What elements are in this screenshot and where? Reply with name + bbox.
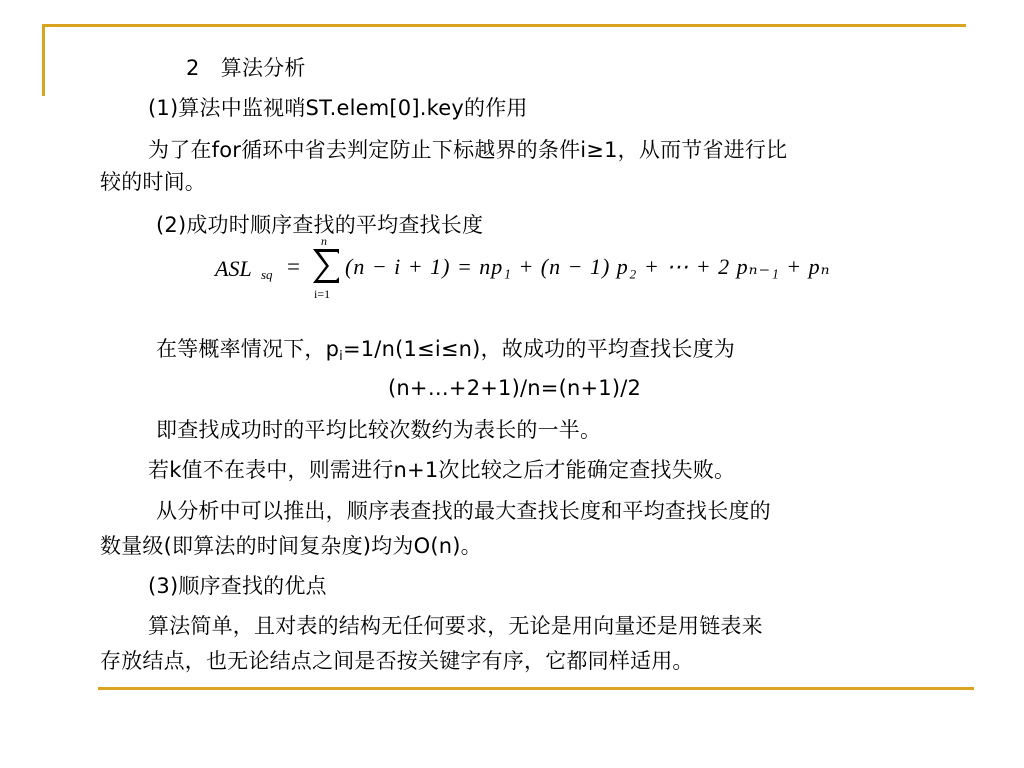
probability-subscript: i [339,349,343,364]
conclusion-line2: 数量级(即算法的时间复杂度)均为O(n)。 [100,534,482,558]
item3-heading: (3)顺序查找的优点 [148,574,327,598]
item1-body-line2: 较的时间。 [100,170,206,194]
conclusion-line1: 从分析中可以推出，顺序表查找的最大查找长度和平均查找长度的 [156,499,771,523]
item1-body-line1: 为了在for循环中省去判定防止下标越界的条件i≥1，从而节省进行比 [148,138,788,162]
item3-body-line2: 存放结点，也无论结点之间是否按关键字有序，它都同样适用。 [100,649,694,673]
result-expression: (n+…+2+1)/n=(n+1)/2 [388,376,642,400]
formula-rhs: (n − i + 1) = np₁ + (n − 1) p₂ + ⋯ + 2 pₙ₋₁ + pₙ [345,254,831,279]
formula-sum-upper: n [321,234,327,248]
formula-lhs: ASL [215,256,252,281]
probability-text-after: =1/n(1≤i≤n)，故成功的平均查找长度为 [342,337,735,361]
not-found-note: 若k值不在表中，则需进行n+1次比较之后才能确定查找失败。 [148,458,736,482]
left-accent-rule [42,24,45,96]
formula-equals: = [287,254,300,279]
asl-formula [215,234,835,304]
item1-heading: (1)算法中监视哨ST.elem[0].key的作用 [148,96,528,120]
bottom-accent-rule [98,687,974,690]
section-title: 2 算法分析 [186,56,306,80]
formula-lhs-subscript: sq [261,267,273,282]
top-accent-rule [42,24,966,27]
probability-text-before: 在等概率情况下，p [156,337,340,361]
formula-sum-lower: i=1 [314,287,331,301]
summation-icon [311,248,341,284]
probability-line [156,335,735,363]
half-note: 即查找成功时的平均比较次数约为表长的一半。 [156,418,602,442]
item2-heading: (2)成功时顺序查找的平均查找长度 [156,213,484,237]
item3-body-line1: 算法简单，且对表的结构无任何要求，无论是用向量还是用链表来 [148,614,763,638]
